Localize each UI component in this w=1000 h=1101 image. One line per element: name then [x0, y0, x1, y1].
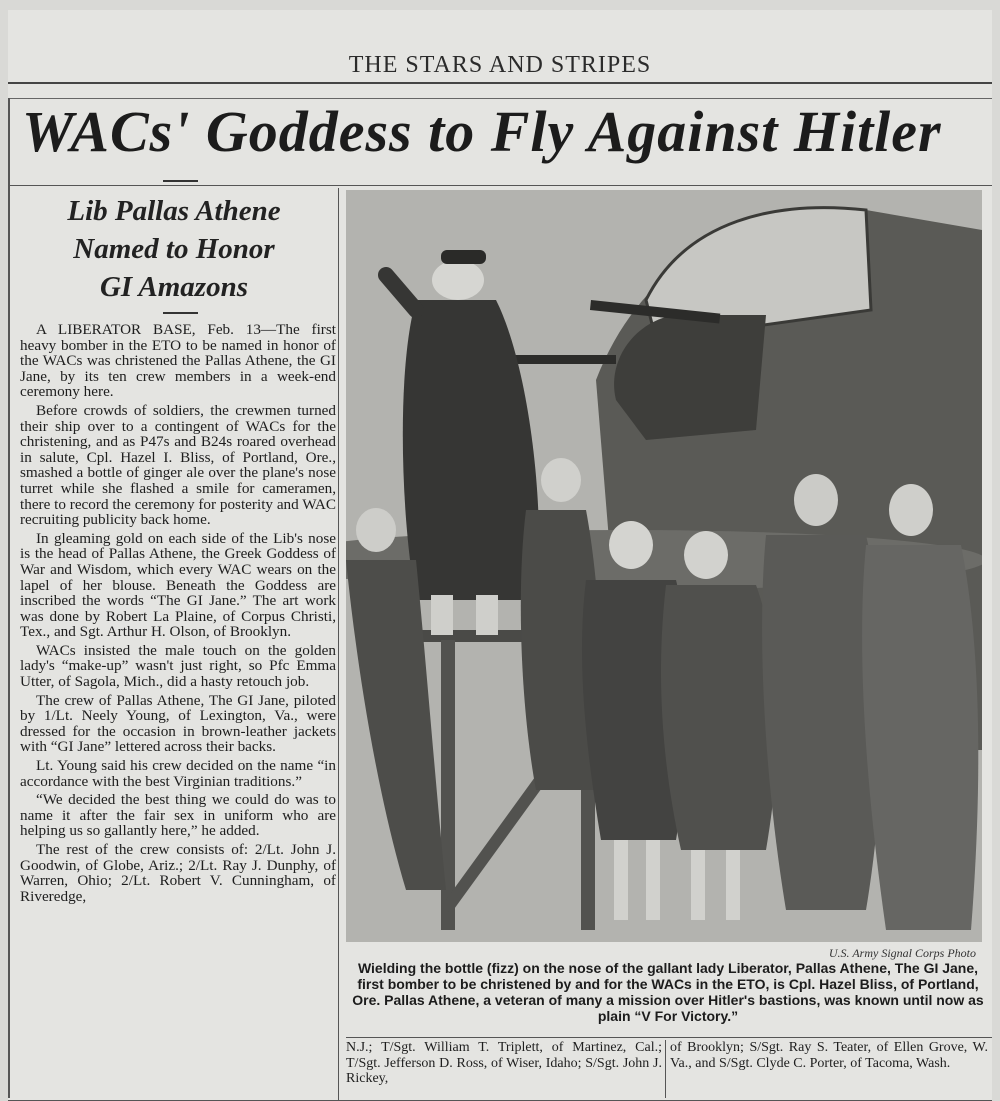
masthead: THE STARS AND STRIPES: [348, 52, 652, 78]
headline: WACs' Goddess to Fly Against Hitler: [22, 99, 942, 164]
subhead-dash-bottom: [163, 312, 198, 314]
article-paragraph: “We decided the best thing we could do was to name it after the fair sex in uniform who are helping us so gallantly here,” he added.: [20, 791, 336, 840]
subhead-line-1: Lib Pallas Athene: [67, 195, 281, 227]
subhead-line-2: Named to Honor: [73, 233, 275, 265]
continued-column-2: of Brooklyn; S/Sgt. Ray S. Teater, of Ellen Grove, W. Va., and S/Sgt. Clyde C. Porter, of Tacoma, Wash.: [670, 1040, 988, 1071]
newspaper-clipping: [8, 10, 992, 1101]
article-paragraph: WACs insisted the male touch on the golden lady's “make-up” wasn't just right, so Pfc Emma Utter, of Sagola, Mich., did a hasty retouch job.: [20, 641, 336, 691]
photo-credit: U.S. Army Signal Corps Photo: [828, 946, 976, 960]
subhead-dash-top: [163, 180, 198, 182]
subheadline: [14, 192, 334, 306]
continued-column-separator: [665, 1040, 666, 1098]
article-paragraph: A LIBERATOR BASE, Feb. 13—The first heavy bomber in the ETO to be named in honor of the WACs was christened the Pallas Athene, the GI Jane, by its ten crew members in a week-end ceremony here.: [20, 321, 336, 401]
photo-illustration: [346, 190, 982, 942]
subhead-line-3: GI Amazons: [99, 271, 248, 303]
article-paragraph: In gleaming gold on each side of the Lib's nose is the head of Pallas Athene, the Greek Goddess of War and Wisdom, which every WAC wears on the lapel of her blouse. Beneath the Goddess are inscribed the words “The GI Jane.” The art work was done by Robert La Plaine, of Corpus Christi, Tex., and Sgt. Arthur H. Olson, of Brooklyn.: [20, 529, 336, 641]
masthead-rule: [8, 82, 992, 84]
article-paragraph: Lt. Young said his crew decided on the name “in accordance with the best Virginian traditions.”: [20, 757, 336, 790]
article-body: [20, 322, 336, 907]
column-rule: [338, 188, 339, 1100]
photo-caption: Wielding the bottle (fizz) on the nose of the gallant lady Liberator, Pallas Athene, The GI Jane, first bomber to be christened by and for the WACs in the ETO, is Cpl. Hazel Bliss, of Portland, Ore. Pallas Athene, a veteran of many a mission over Hitler's bastions, was known until now as plain “V For Victory.”: [352, 960, 984, 1024]
photo: [346, 190, 982, 942]
left-border-rule: [8, 98, 10, 1098]
article-paragraph: The rest of the crew consists of: 2/Lt. John J. Goodwin, of Globe, Ariz.; 2/Lt. Ray J. Dunphy, of Warren, Ohio; 2/Lt. Robert V. Cunningham, of Riveredge,: [20, 841, 336, 905]
article-paragraph: The crew of Pallas Athene, The GI Jane, piloted by 1/Lt. Neely Young, of Lexington, Va., were dressed for the occasion in brown-leather jackets with “GI Jane” lettered across their backs.: [20, 691, 336, 756]
article-paragraph: Before crowds of soldiers, the crewmen turned their ship over to a contingent of WACs for the christening, and as P47s and B24s roared overhead in salute, Cpl. Hazel I. Bliss, of Portland, Ore., smashed a bottle of ginger ale over the plane's nose turret while she flashed a smile for cameramen, there to record the ceremony for posterity and WAC recruiting publicity back home.: [20, 401, 337, 529]
continuation-rule: [346, 1037, 992, 1038]
continued-column-1: N.J.; T/Sgt. William T. Triplett, of Martinez, Cal.; T/Sgt. Jefferson D. Ross, of Wiser, Idaho; S/Sgt. John J. Rickey,: [346, 1040, 662, 1087]
headline-rule: [8, 185, 992, 186]
